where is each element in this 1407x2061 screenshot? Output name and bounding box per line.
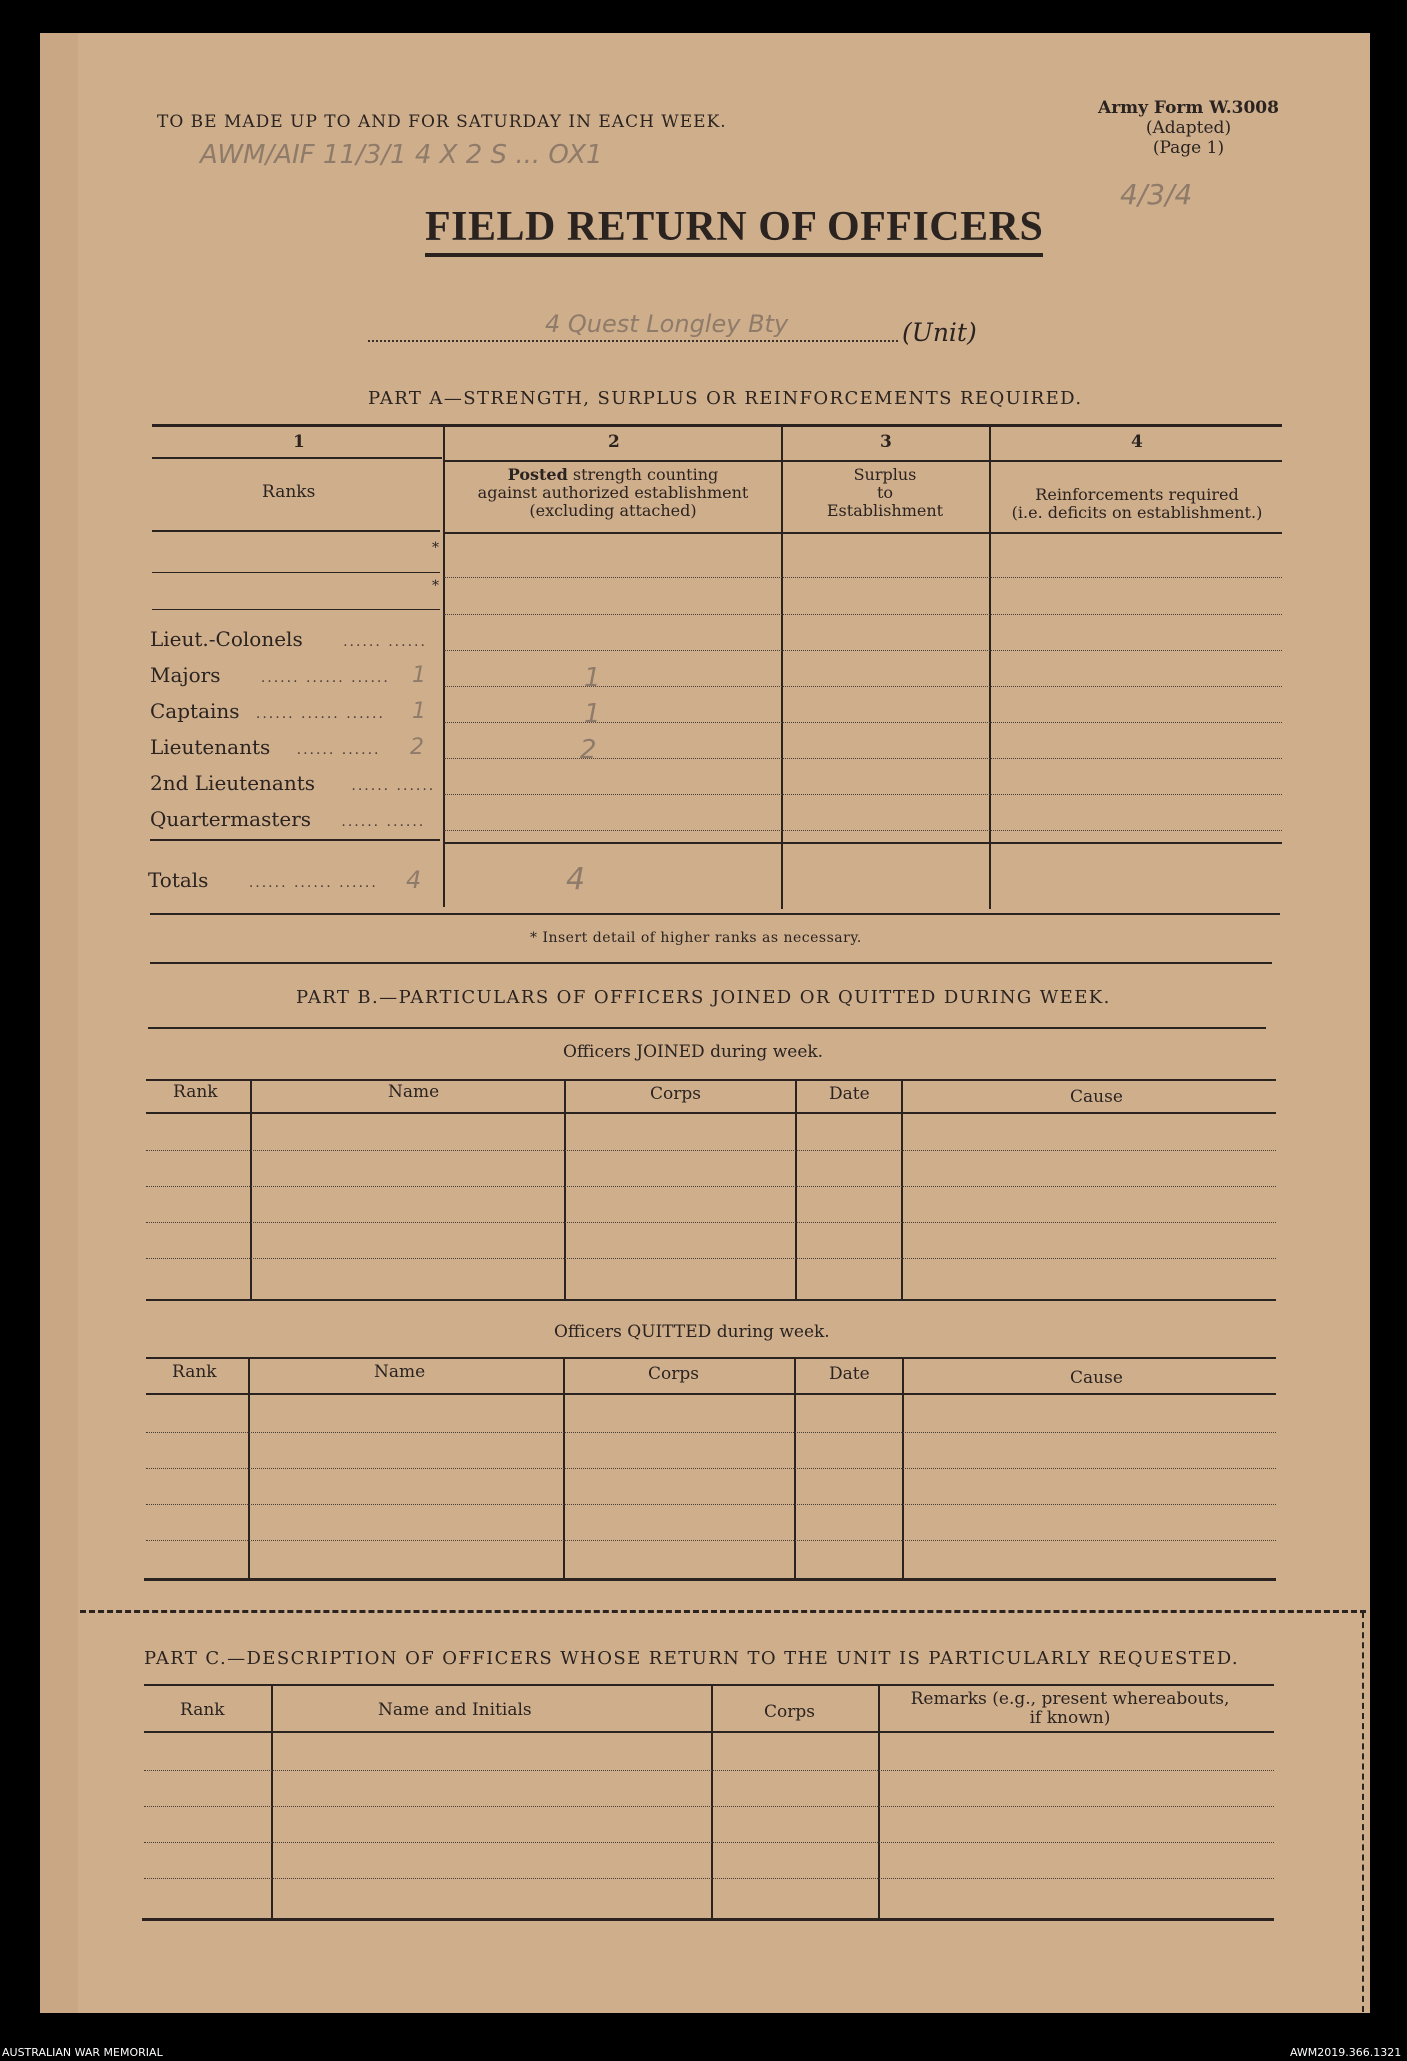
- handwritten-reference: AWM/AIF 11/3/1 4 X 2 S ... OX1: [200, 140, 603, 170]
- col-posted-line1: strength counting: [567, 465, 719, 484]
- part-c-top-rule: [144, 1684, 1274, 1686]
- part-c-divider: [711, 1686, 713, 1920]
- part-a-heading: PART A—STRENGTH, SURPLUS OR REINFORCEMENTS REQUIRED.: [368, 388, 1083, 409]
- header-rule-1: [152, 530, 440, 532]
- quitted-row-rule: [146, 1540, 1276, 1541]
- joined-top-rule: [146, 1079, 1276, 1081]
- joined-divider: [795, 1080, 797, 1300]
- col-ranks-header: Ranks: [262, 482, 316, 502]
- page-title: FIELD RETURN OF OFFICERS: [425, 203, 1043, 257]
- part-a-col-divider-1: [443, 427, 445, 907]
- rank-label: Quartermasters: [150, 807, 312, 831]
- remarks-line2: if known): [1029, 1708, 1111, 1728]
- part-a-col-divider-3: [989, 427, 991, 909]
- row-rule: [444, 686, 1282, 687]
- rank-dots: ...... ......: [341, 814, 426, 830]
- rank-row-lieutenants: [150, 735, 380, 759]
- form-id-block: [1098, 98, 1279, 158]
- row-rule: [444, 722, 1282, 723]
- part-c-row-rule: [144, 1878, 1274, 1879]
- col-number-1: 1: [293, 432, 305, 452]
- form-id: Army Form W.3008: [1098, 98, 1279, 118]
- folded-edge: [40, 33, 78, 2013]
- row-rule: [444, 830, 1282, 831]
- part-b-top-rule: [150, 962, 1272, 964]
- quitted-col-cause: Cause: [1070, 1368, 1123, 1388]
- joined-divider: [901, 1080, 903, 1300]
- remarks-line1: Remarks (e.g., present whereabouts,: [910, 1689, 1230, 1709]
- col-posted-line3: (excluding attached): [529, 501, 697, 520]
- joined-header-rule: [146, 1112, 1276, 1114]
- joined-col-cause: Cause: [1070, 1087, 1123, 1107]
- instruction-text: TO BE MADE UP TO AND FOR SATURDAY IN EACH WEEK.: [157, 112, 727, 132]
- joined-bottom-rule: [146, 1299, 1276, 1301]
- part-c-col-rank: Rank: [180, 1700, 225, 1720]
- footer-left: AUSTRALIAN WAR MEMORIAL: [2, 2046, 163, 2059]
- part-c-col-corps: Corps: [764, 1702, 815, 1722]
- part-c-header-rule: [144, 1731, 1274, 1733]
- quitted-col-corps: Corps: [648, 1364, 699, 1384]
- totals-dots: ...... ...... ......: [248, 875, 378, 891]
- quitted-divider: [794, 1358, 796, 1580]
- hand-mark-captains: 1: [412, 699, 426, 724]
- col-surplus-line3: Establishment: [826, 501, 944, 520]
- rank-label: 2nd Lieutenants: [150, 771, 316, 795]
- part-b-heading-rule: [148, 1027, 1266, 1029]
- rank-row-lieut-colonels: [150, 627, 427, 651]
- part-c-row-rule: [144, 1806, 1274, 1807]
- rank-dots: ...... ......: [351, 778, 436, 794]
- quitted-title: Officers QUITTED during week.: [554, 1322, 830, 1342]
- row-rule: [152, 572, 440, 573]
- part-c-row-rule: [144, 1842, 1274, 1843]
- row-rule: [444, 758, 1282, 759]
- hand-posted-majors: 1: [584, 663, 601, 693]
- part-c-col-name: Name and Initials: [378, 1700, 532, 1720]
- row-rule: [444, 794, 1282, 795]
- joined-row-rule: [146, 1222, 1276, 1223]
- asterisk-1: *: [432, 540, 439, 556]
- col-num-rule: [444, 460, 1282, 462]
- col-posted-line2: against authorized establishment: [477, 483, 749, 502]
- col-surplus-line2: to: [876, 483, 894, 502]
- hand-posted-captains: 1: [584, 699, 601, 729]
- quitted-row-rule: [146, 1504, 1276, 1505]
- part-c-row-rule: [144, 1770, 1274, 1771]
- quitted-row-rule: [146, 1432, 1276, 1433]
- rank-dots: ...... ......: [296, 742, 381, 758]
- col-posted-bold: Posted: [507, 465, 568, 484]
- rank-row-captains: [150, 699, 385, 723]
- unit-field-line: [368, 340, 898, 342]
- unit-label: (Unit): [902, 318, 977, 347]
- unit-handwritten: 4 Quest Longley Bty: [545, 310, 789, 338]
- totals-label: Totals: [148, 868, 209, 892]
- quitted-header-rule: [146, 1393, 1276, 1395]
- hand-mark-majors: 1: [412, 663, 426, 688]
- quitted-bottom-rule: [144, 1578, 1276, 1581]
- joined-col-corps: Corps: [650, 1084, 701, 1104]
- asterisk-2: *: [432, 578, 439, 594]
- hand-totals-mark: 4: [406, 866, 422, 894]
- rank-label: Majors: [150, 663, 221, 687]
- quitted-divider: [563, 1358, 565, 1580]
- hand-posted-lieutenants: 2: [580, 735, 597, 765]
- part-c-bottom-rule: [142, 1918, 1274, 1921]
- part-c-heading: PART C.—DESCRIPTION OF OFFICERS WHOSE RETURN TO THE UNIT IS PARTICULARLY REQUESTED.: [144, 1648, 1240, 1669]
- joined-col-name: Name: [388, 1082, 440, 1102]
- col-surplus-line1: Surplus: [853, 465, 917, 484]
- col-number-4: 4: [1131, 432, 1143, 452]
- joined-divider: [250, 1080, 252, 1300]
- col-reinf-line2: (i.e. deficits on establishment.): [1011, 503, 1263, 522]
- rank-dots: ...... ......: [343, 634, 427, 650]
- quitted-top-rule: [146, 1357, 1276, 1359]
- ranks-bottom-rule: [150, 839, 440, 841]
- part-c-col-remarks: [880, 1690, 1260, 1728]
- joined-divider: [564, 1080, 566, 1300]
- joined-row-rule: [146, 1186, 1276, 1187]
- rank-row-quartermasters: [150, 807, 425, 831]
- part-a-bottom-rule: [150, 913, 1280, 915]
- quitted-col-rank: Rank: [172, 1362, 217, 1382]
- quitted-col-name: Name: [374, 1362, 426, 1382]
- quitted-divider: [248, 1358, 250, 1580]
- rank-row-majors: [150, 663, 390, 687]
- footer-right: AWM2019.366.1321: [1290, 2046, 1402, 2059]
- part-a-footnote: * Insert detail of higher ranks as necessary.: [530, 930, 862, 946]
- row-rule: [152, 609, 440, 610]
- joined-row-rule: [146, 1258, 1276, 1259]
- quitted-row-rule: [146, 1468, 1276, 1469]
- joined-col-rank: Rank: [173, 1082, 218, 1102]
- part-c-divider: [878, 1686, 880, 1920]
- col1-num-rule: [152, 457, 442, 459]
- col-reinf-line1: Reinforcements required: [1035, 485, 1239, 504]
- totals-row: [148, 868, 378, 892]
- col-reinforcements-header: [992, 486, 1282, 522]
- col-number-3: 3: [880, 432, 892, 452]
- handwritten-date: 4/3/4: [1120, 178, 1193, 211]
- col-surplus-header: [785, 466, 985, 520]
- joined-col-date: Date: [829, 1084, 870, 1104]
- col-posted-header: [448, 466, 778, 520]
- quitted-col-date: Date: [829, 1364, 870, 1384]
- part-a-col-divider-2: [781, 427, 783, 909]
- row-rule: [444, 577, 1282, 578]
- quitted-divider: [902, 1358, 904, 1580]
- rank-dots: ...... ...... ......: [260, 670, 390, 686]
- hand-mark-lieutenants: 2: [410, 735, 424, 760]
- perforation-line: [80, 1610, 1366, 1613]
- rank-label: Lieut.-Colonels: [150, 627, 303, 651]
- form-adapted: (Adapted): [1145, 118, 1232, 138]
- rank-label: Captains: [150, 699, 240, 723]
- rank-dots: ...... ...... ......: [255, 706, 385, 722]
- row-rule: [444, 614, 1282, 615]
- joined-title: Officers JOINED during week.: [563, 1042, 824, 1062]
- row-rule: [444, 650, 1282, 651]
- rank-label: Lieutenants: [150, 735, 271, 759]
- ranks-bottom-rule-right: [444, 842, 1282, 844]
- joined-row-rule: [146, 1150, 1276, 1151]
- header-rule-2: [444, 532, 1282, 534]
- hand-totals-posted: 4: [566, 862, 586, 897]
- form-page: (Page 1): [1152, 138, 1225, 158]
- part-a-top-rule: [152, 424, 1282, 427]
- part-c-divider: [271, 1686, 273, 1920]
- part-b-heading: PART B.—PARTICULARS OF OFFICERS JOINED OR QUITTED DURING WEEK.: [296, 987, 1111, 1008]
- col-number-2: 2: [608, 432, 620, 452]
- rank-row-2nd-lieutenants: [150, 771, 435, 795]
- perforation-side: [1362, 1612, 1364, 2012]
